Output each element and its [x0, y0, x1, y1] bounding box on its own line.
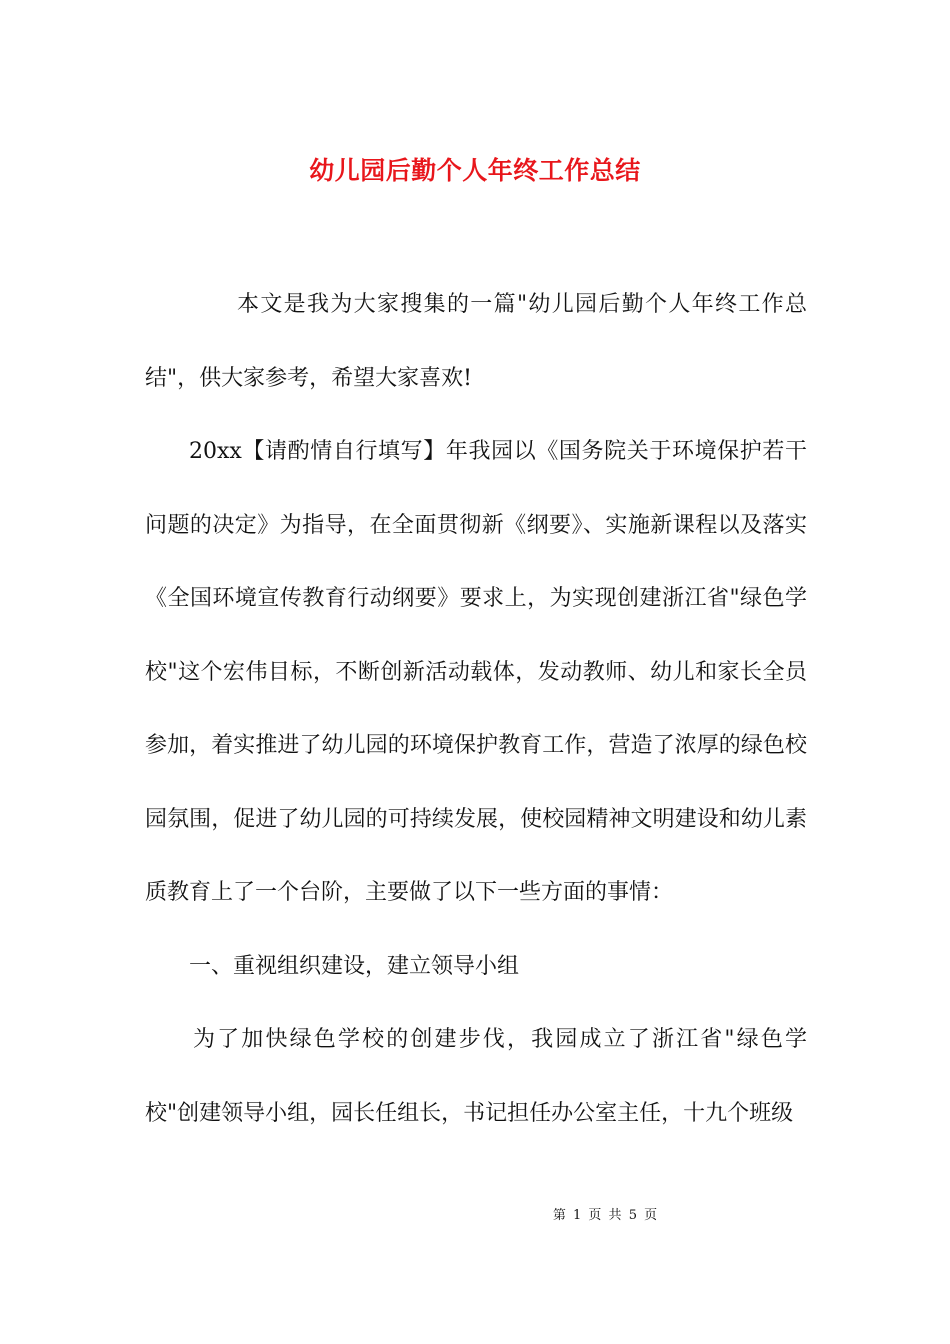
page-number-footer: 第 1 页 共 5 页: [552, 1208, 658, 1223]
document-body: [145, 268, 807, 1150]
intro-paragraph: 本文是我为大家搜集的一篇"幼儿园后勤个人年终工作总结"，供大家参考，希望大家喜欢!: [145, 292, 807, 391]
body-paragraph: 20xx【请酌情自行填写】年我园以《国务院关于环境保护若干问题的决定》为指导，在全面贯彻新《纲要》、实施新课程以及落实《全国环境宣传教育行动纲要》要求上，为实现创建浙江省"绿色学校"这个宏伟目标，不断创新活动载体，发动教师、幼儿和家长全员参加，着实推进了幼儿园的环境保护教育工作，营造了浓厚的绿色校园氛围，促进了幼儿园的可持续发展，使校园精神文明建设和幼儿素质教育上了一个台阶，主要做了以下一些方面的事情：: [145, 439, 807, 905]
section-heading: 一、重视组织建设，建立领导小组: [189, 953, 520, 979]
body-paragraph: 为了加快绿色学校的创建步伐，我园成立了浙江省"绿色学校"创建领导小组，园长任组长，书记担任办公室主任，十九个班级: [145, 1027, 807, 1126]
page-title: 幼儿园后勤个人年终工作总结: [309, 155, 641, 185]
